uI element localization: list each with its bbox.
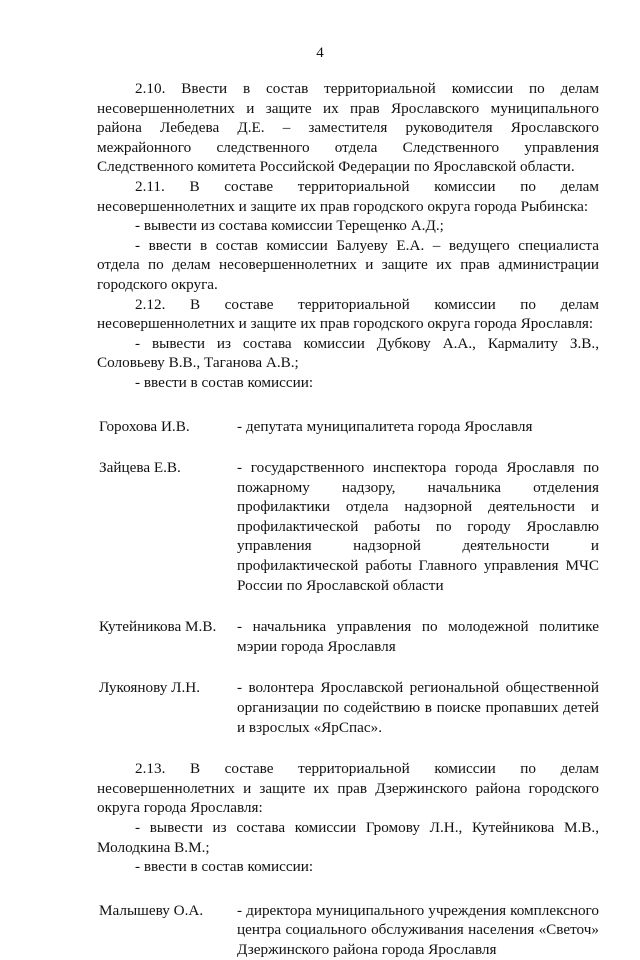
paragraph-2-13: 2.13. В составе территориальной комиссии по делам несовершеннолетних и защите их прав Дзержинского района городского округа города Ярославля: (97, 760, 599, 817)
member-position: - директора муниципального учреждения комплексного центра социального обслуживания населения «Светоч» Дзержинского района города Ярославля (237, 901, 599, 958)
member-row (97, 617, 599, 656)
member-position: - депутата муниципалитета города Ярославля (237, 417, 533, 435)
member-position: - начальника управления по молодежной политике мэрии города Ярославля (237, 618, 599, 655)
document-body (97, 79, 599, 960)
paragraph-2-11-remove: - вывести из состава комиссии Терещенко А.Д.; (135, 217, 444, 235)
member-name: Зайцева Е.В. (99, 459, 181, 477)
paragraph-2-12-remove: - вывести из состава комиссии Дубкову А.А., Кармалиту З.В., Соловьеву В.В., Таганова А.В.; (97, 334, 599, 372)
paragraph-2-11: 2.11. В составе территориальной комиссии по делам несовершеннолетних и защите их прав городского округа города Рыбинска: (97, 177, 599, 215)
member-position: - волонтера Ярославской региональной общественной организации по содействию в поиске пропавших детей и взрослых «ЯрСпас». (237, 679, 599, 736)
paragraph-2-11-add: - ввести в состав комиссии Балуеву Е.А. – ведущего специалиста отдела по делам несовершеннолетних и защите их прав администрации городского округа. (97, 236, 599, 293)
member-name: Горохова И.В. (99, 417, 190, 435)
member-name: Кутейникова М.В. (99, 618, 217, 636)
paragraph-2-12-add: - ввести в состав комиссии: (135, 373, 314, 391)
member-row (97, 678, 599, 737)
paragraph-2-13-add: - ввести в состав комиссии: (135, 858, 314, 876)
member-row (97, 458, 599, 595)
paragraph-2-13-remove: - вывести из состава комиссии Громову Л.Н., Кутейникова М.В., Молодкина В.М.; (97, 819, 599, 856)
member-name: Малышеву О.А. (99, 901, 204, 919)
member-name: Лукоянову Л.Н. (99, 679, 201, 697)
member-row (97, 901, 599, 960)
paragraph-2-12: 2.12. В составе территориальной комиссии по делам несовершеннолетних и защите их прав городского округа города Ярославля: (97, 295, 599, 333)
member-position: - государственного инспектора города Ярославля по пожарному надзору, начальника отделения профилактики отдела надзорной деятельности и профилактической работы по городу Ярославлю управления надзорной деятельности и профилактической работы Главного управления МЧС России по Ярославской области (237, 459, 599, 594)
member-row (97, 417, 599, 437)
paragraph-2-10: 2.10. Ввести в состав территориальной комиссии по делам несовершеннолетних и защите их прав Ярославского муниципального района Лебедева Д.Е. – заместителя руководителя Ярославского межрайонного следственного отдела Следственного управления Следственного комитета Российской Федерации по Ярославской области. (97, 80, 599, 176)
page-number: 4 (316, 45, 324, 61)
